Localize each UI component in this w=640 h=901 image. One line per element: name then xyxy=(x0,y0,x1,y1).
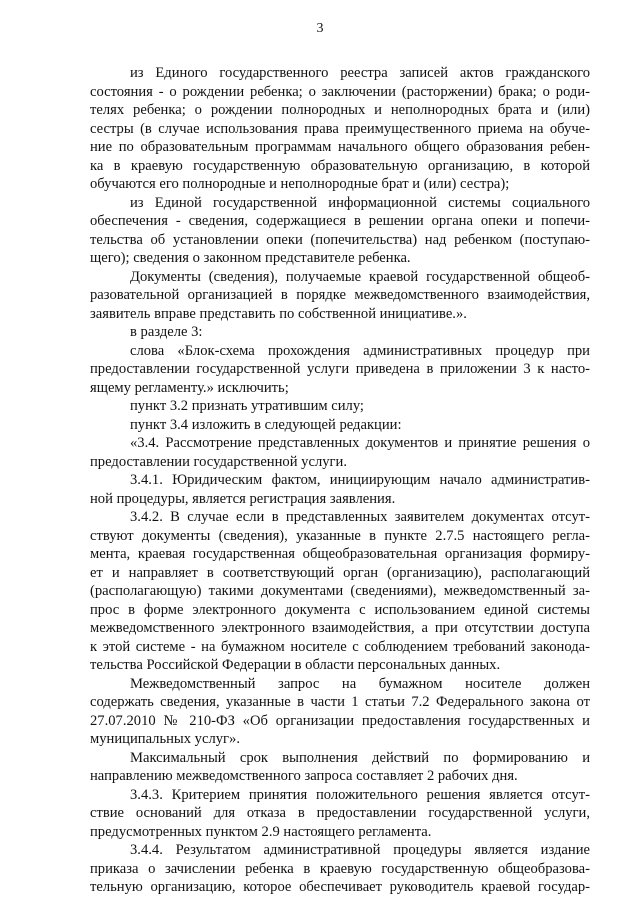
text-line: предусмотренных пунктом 2.9 настоящего регламента. xyxy=(90,823,432,840)
text-line: ет и направляет в соответствующий орган (организацию), располагающий xyxy=(90,564,590,581)
text-line: «3.4. Рассмотрение представленных документов и принятие решения о xyxy=(130,435,590,451)
text-line: пункт 3.4 изложить в следующей редакции: xyxy=(130,416,402,433)
text-line: 3.4.1. Юридическим фактом, инициирующим начало административ- xyxy=(130,472,590,488)
text-line: Максимальный срок выполнения действий по формированию и xyxy=(130,749,590,766)
text-line: мента, краевая государственная общеобразовательная организация формиру- xyxy=(90,546,590,562)
text-line: тельную организацию, которое обеспечивает руководитель краевой государ- xyxy=(90,879,590,895)
text-line: телях ребенка; о рождении полнородных и неполнородных брата и (или) xyxy=(90,102,590,118)
text-line: ствие оснований для отказа в предоставлении государственной услуги, xyxy=(90,805,590,821)
text-line: разовательной организацией в порядке межведомственного взаимодействия, xyxy=(90,287,590,303)
text-line: (располагающую) такими документами (сведениями), межведомственный за- xyxy=(90,583,590,599)
text-line: тельства об установлении опеки (попечительства) над ребенком (поступаю- xyxy=(90,231,590,248)
text-line: сестры (в случае использования права преимущественного приема на обуче- xyxy=(90,120,590,137)
text-line: обеспечения - сведения, содержащиеся в решении органа опеки и попечи- xyxy=(90,213,590,229)
text-line: щего); сведения о законном представителе ребенка. xyxy=(90,250,411,266)
text-line: из Единой государственной информационной системы социального xyxy=(130,194,590,211)
text-line: ствуют документы (сведения), указанные в пункте 2.7.5 настоящего регла- xyxy=(90,527,590,544)
text-line: ящему регламенту.» исключить; xyxy=(90,379,289,396)
text-line: содержать сведения, указанные в части 1 статьи 7.2 Федерального закона от xyxy=(90,694,590,710)
text-line: из Единого государственного реестра записей актов гражданского xyxy=(130,65,590,81)
text-line: прос в форме электронного документа с использованием единой системы xyxy=(90,601,590,618)
text-line: ной процедуры, является регистрация заявления. xyxy=(90,490,396,507)
text-line: тельства Российской Федерации в области персональных данных. xyxy=(90,657,501,673)
text-line: обучаются его полнородные и неполнородные брат и (или) сестра); xyxy=(90,176,510,192)
text-line: ка в краевую государственную образовательную организацию, в которой xyxy=(90,157,590,174)
body-text xyxy=(90,64,590,897)
text-line: в разделе 3: xyxy=(130,324,203,340)
text-line: к этой системе - на бумажном носителе с соблюдением требований законода- xyxy=(90,638,590,655)
text-line: 27.07.2010 № 210-ФЗ «Об организации предоставления государственных и xyxy=(90,712,590,729)
text-line: пункт 3.2 признать утратившим силу; xyxy=(130,398,364,414)
text-line: Документы (сведения), получаемые краевой государственной общеоб- xyxy=(130,268,590,285)
text-line: Межведомственный запрос на бумажном носителе должен xyxy=(130,675,590,692)
text-line: приказа о зачислении ребенка в краевую государственную общеобразова- xyxy=(90,860,590,877)
text-line: межведомственного электронного взаимодействия, а при отсутствии доступа xyxy=(90,620,590,636)
text-line: слова «Блок-схема прохождения административных процедур при xyxy=(130,342,590,359)
text-line: состояния - о рождении ребенка; о заключении (расторжении) брака; о роди- xyxy=(90,83,590,100)
text-line: заявитель вправе представить по собственной инициативе.». xyxy=(90,305,467,322)
text-line: ние по образовательным программам начального общего образования ребен- xyxy=(90,139,590,155)
text-line: направлению межведомственного запроса составляет 2 рабочих дня. xyxy=(90,768,518,784)
text-line: 3.4.2. В случае если в представленных заявителем документах отсут- xyxy=(130,509,590,525)
text-line: предоставлении государственной услуги. xyxy=(90,453,347,470)
text-line: муниципальных услуг». xyxy=(90,731,240,747)
text-line: 3.4.4. Результатом административной процедуры является издание xyxy=(130,842,590,858)
text-line: 3.4.3. Критерием принятия положительного решения является отсут- xyxy=(130,786,590,803)
text-line: предоставлении государственной услуги приведена в приложении 3 к насто- xyxy=(90,361,590,377)
page-number: 3 xyxy=(316,21,324,36)
